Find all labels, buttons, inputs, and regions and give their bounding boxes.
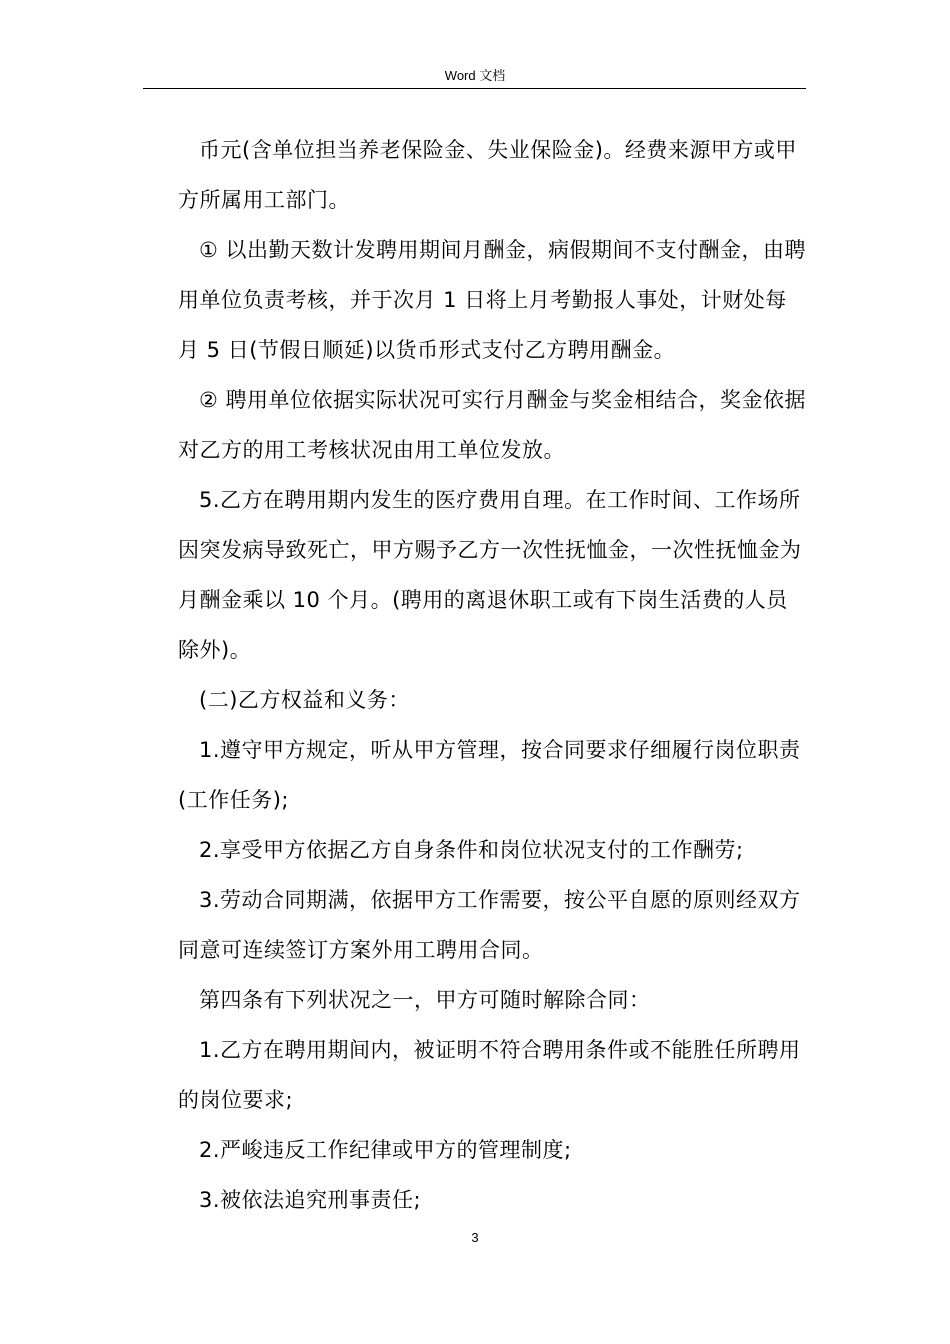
- page-header: [0, 68, 950, 84]
- article-heading: 第四条有下列状况之一，甲方可随时解除合同：: [199, 988, 651, 1012]
- page-number: 3: [471, 1230, 479, 1245]
- paragraph: ① 以出勤天数计发聘用期间月酬金，病假期间不支付酬金，由聘用单位负责考核，并于次月 1 日将上月考勤报人事处，计财处每月 5 日(节假日顺延)以货币形式支付乙方聘用酬金。: [178, 238, 806, 362]
- paragraph: 3.被依法追究刑事责任;: [199, 1188, 422, 1212]
- paragraph: 2.享受甲方依据乙方自身条件和岗位状况支付的工作酬劳;: [199, 838, 744, 862]
- paragraph: 3.劳动合同期满，依据甲方工作需要，按公平自愿的原则经双方同意可连续签订方案外用工聘用合同。: [178, 888, 801, 962]
- paragraph: 币元(含单位担当养老保险金、失业保险金)。经费来源甲方或甲方所属用工部门。: [178, 138, 797, 212]
- section-heading: (二)乙方权益和义务：: [199, 688, 410, 712]
- paragraph: 2.严峻违反工作纪律或甲方的管理制度;: [199, 1138, 572, 1162]
- paragraph: ② 聘用单位依据实际状况可实行月酬金与奖金相结合，奖金依据对乙方的用工考核状况由用工单位发放。: [178, 388, 806, 462]
- document-body: [178, 125, 808, 1225]
- header-divider: [143, 88, 806, 89]
- paragraph: 1.遵守甲方规定，听从甲方管理，按合同要求仔细履行岗位职责(工作任务);: [178, 738, 801, 812]
- header-title: Word 文档: [444, 68, 506, 83]
- paragraph: 5.乙方在聘用期内发生的医疗费用自理。在工作时间、工作场所因突发病导致死亡，甲方赐予乙方一次性抚恤金，一次性抚恤金为月酬金乘以 10 个月。(聘用的离退休职工或有下岗生活费的人员除外)。: [178, 488, 802, 662]
- paragraph: 1.乙方在聘用期间内，被证明不符合聘用条件或不能胜任所聘用的岗位要求;: [178, 1038, 801, 1112]
